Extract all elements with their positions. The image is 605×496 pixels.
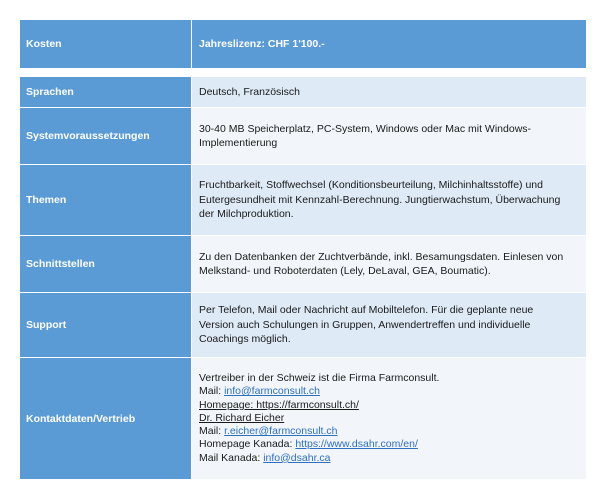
row-kontakt [20, 358, 586, 480]
row-support [20, 293, 586, 358]
label-kontakt: Kontaktdaten/Vertrieb [20, 358, 192, 479]
value-systemvoraussetzungen [192, 108, 586, 164]
label-kosten: Kosten [20, 20, 192, 68]
text-line: Implementierung [199, 137, 278, 149]
label-sprachen: Sprachen [20, 77, 192, 107]
label-schnittstellen: Schnittstellen [20, 236, 192, 292]
value-kosten: Jahreslizenz: CHF 1'100.- [192, 20, 586, 68]
mail2-line [199, 425, 579, 438]
text-line: Version auch Schulungen in Gruppen, Anwendertreffen und individuelle [199, 318, 531, 331]
row-schnittstellen [20, 236, 586, 293]
mail-kanada-line [199, 452, 579, 465]
text-line: der Milchproduktion. [199, 208, 294, 221]
mail2-link[interactable]: r.eicher@farmconsult.ch [224, 425, 338, 438]
text-line: Per Telefon, Mail oder Nachricht auf Mobiltelefon. Für die geplante neue [199, 304, 534, 317]
text-line: Fruchtbarkeit, Stoffwechsel (Konditionsbeurteilung, Milchinhaltsstoffe) und [199, 179, 543, 192]
label-support: Support [20, 293, 192, 357]
info-table [20, 20, 586, 480]
value-sprachen: Deutsch, Französisch [192, 77, 586, 107]
homepage-kanada-label: Homepage Kanada: [199, 438, 296, 451]
text-line: Vertreiber in der Schweiz ist die Firma Farmconsult. [199, 371, 440, 384]
row-systemvoraussetzungen [20, 108, 586, 165]
row-sprachen [20, 77, 586, 108]
mail-link[interactable]: info@farmconsult.ch [224, 385, 320, 398]
text-line: Coachings möglich. [199, 333, 291, 346]
homepage-kanada-line [199, 438, 579, 451]
mail-line [199, 385, 579, 398]
label-systemvoraussetzungen: Systemvoraussetzungen [20, 108, 192, 164]
value-support [192, 293, 586, 357]
text-line: Melkstand- und Roboterdaten (Lely, DeLaval, GEA, Boumatic). [199, 265, 491, 277]
label-themen: Themen [20, 165, 192, 235]
value-kontakt [192, 358, 586, 479]
text-line: 30-40 MB Speicherplatz, PC-System, Windows oder Mac mit Windows- [199, 122, 532, 135]
homepage-line[interactable]: Homepage: https://farmconsult.ch/ [199, 398, 359, 411]
text-line: Zu den Datenbanken der Zuchtverbände, inkl. Besamungsdaten. Einlesen von [199, 250, 564, 263]
row-gap [20, 69, 586, 77]
mail-kanada-link[interactable]: info@dsahr.ca [263, 451, 331, 464]
text-line: Eutergesundheit mit Kennzahl-Berechnung. Jungtierwachstum, Überwachung [199, 193, 561, 206]
mail-label: Mail: [199, 385, 225, 398]
mail2-label: Mail: [199, 425, 225, 438]
contact-name: Dr. Richard Eicher [199, 411, 285, 424]
row-themen [20, 165, 586, 236]
value-schnittstellen [192, 236, 586, 292]
mail-kanada-label: Mail Kanada: [199, 451, 264, 464]
homepage-kanada-link[interactable]: https://www.dsahr.com/en/ [295, 438, 418, 451]
value-themen [192, 165, 586, 235]
row-kosten [20, 20, 586, 69]
